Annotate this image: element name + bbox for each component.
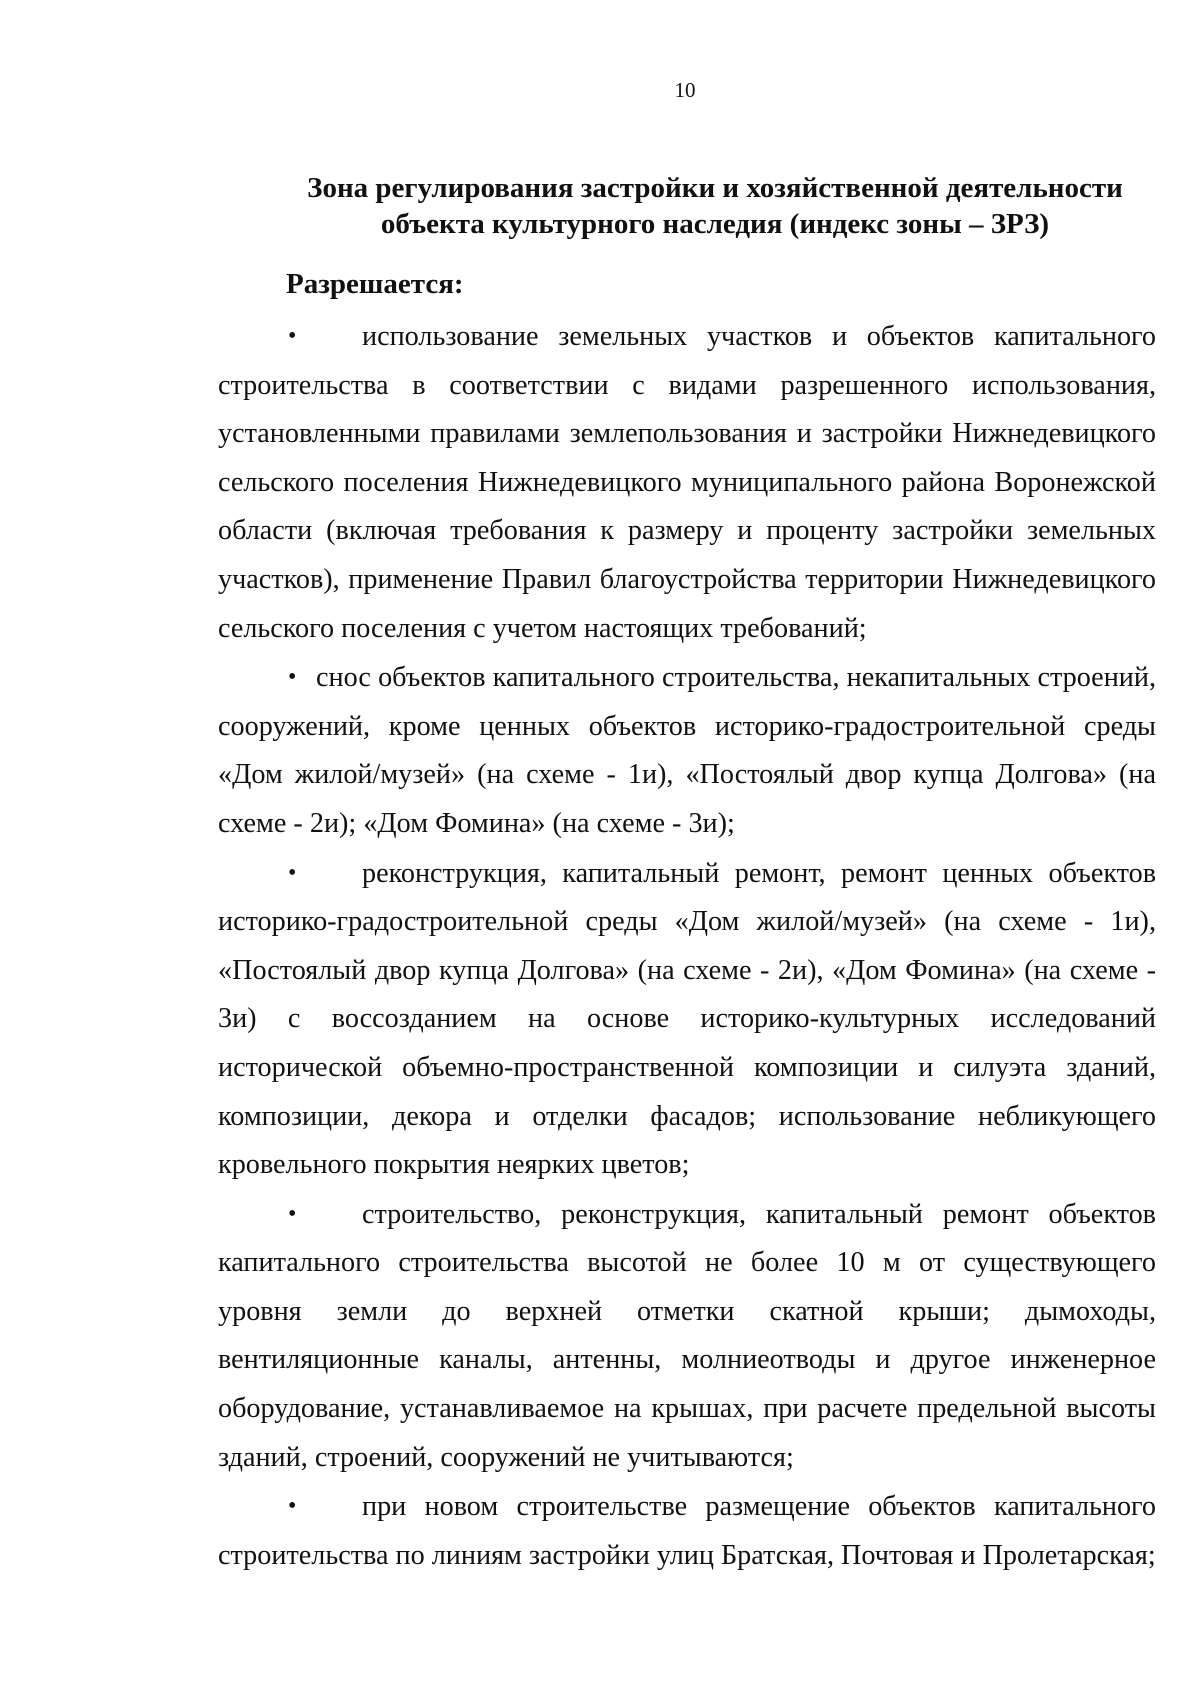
bullet-icon: •: [288, 323, 297, 349]
bullet-icon: •: [288, 859, 297, 886]
section-title: [250, 170, 1180, 242]
list-item: [218, 849, 1156, 1190]
list-item: [218, 1190, 1156, 1483]
section-title-line-2: объекта культурного наследия (индекс зоны – ЗРЗ): [380, 208, 1050, 240]
bullet-icon: •: [288, 1200, 297, 1227]
list-item-text: использование земельных участков и объектов капитального строительства в соответствии с видами разрешенного использования, установленными правилами землепользования и застройки Нижнедевицкого сельского поселения Нижнедевицкого муниципального района Воронежской области (включая требования к размеру и проценту застройки земельных участков), применение Правил благоустройства территории Нижнедевицкого сельского поселения с учетом настоящих требований;: [218, 321, 1156, 644]
list-item-text: при новом строительстве размещение объектов капитального строительства по линиям застройки улиц Братская, Почтовая и Пролетарская;: [218, 1491, 1156, 1571]
list-item-text: строительство, реконструкция, капитальный ремонт объектов капитального строительства высотой не более 10 м от существующего уровня земли до верхней отметки скатной крыши; дымоходы, вентиляционные каналы, антенны, молниеотводы и другое инженерное оборудование, устанавливаемое на крышах, при расчете предельной высоты зданий, строений, сооружений не учитываются;: [218, 1198, 1156, 1473]
bullet-icon: •: [288, 1493, 297, 1520]
list-item-text: реконструкция, капитальный ремонт, ремонт ценных объектов историко-градостроительной среды «Дом жилой/музей» (на схеме - 1и), «Постоялый двор купца Долгова» (на схеме - 2и), «Дом Фомина» (на схеме - 3и) с воссозданием на основе историко-культурных исследований исторической объемно-пространственной композиции и силуэта зданий, композиции, декора и отделки фасадов; использование небликующего кровельного покрытия неярких цветов;: [218, 857, 1156, 1181]
bullet-icon: •: [288, 664, 297, 691]
section-title-line-1: Зона регулирования застройки и хозяйственной деятельности: [307, 172, 1123, 204]
list-item: [218, 1482, 1156, 1580]
allowed-heading: Разрешается:: [286, 268, 464, 300]
page-number: 10: [674, 78, 696, 102]
allowed-list: [218, 312, 1156, 1580]
list-item-text: снос объектов капитального строительства, некапитальных строений, сооружений, кроме ценных объектов историко-градостроительной среды «Дом жилой/музей» (на схеме - 1и), «Постоялый двор купца Долгова» (на схеме - 2и); «Дом Фомина» (на схеме - 3и);: [218, 662, 1156, 839]
list-item: [218, 653, 1156, 848]
list-item: [218, 312, 1156, 653]
